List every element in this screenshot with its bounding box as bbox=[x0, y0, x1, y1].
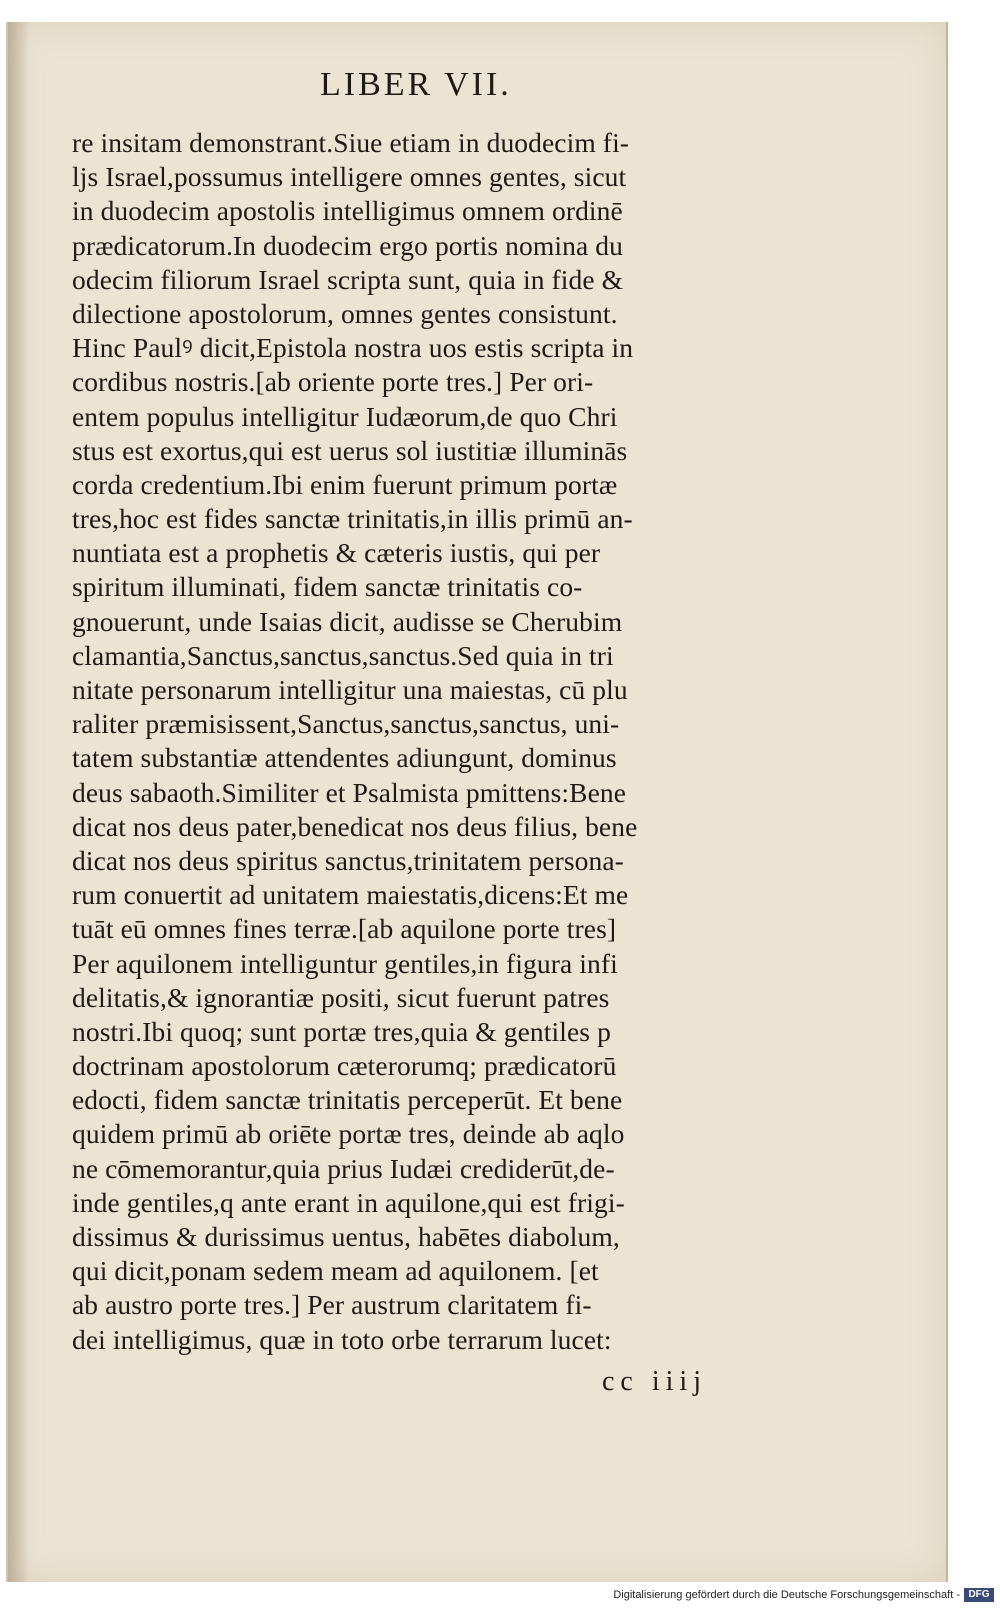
text-line: entem populus intelligitur Iudæorum,de quo Chri bbox=[72, 400, 618, 432]
text-line: delitatis,& ignorantiæ positi, sicut fuerunt patres bbox=[72, 981, 610, 1013]
text-line: prædicatorum.In duodecim ergo portis nomina du bbox=[72, 229, 623, 261]
text-line: edocti, fidem sanctæ trinitatis perceperūt. Et bene bbox=[72, 1084, 623, 1116]
text-line: tatem substantiæ attendentes adiungunt, dominus bbox=[72, 742, 617, 774]
text-line: dilectione apostolorum, omnes gentes consistunt. bbox=[72, 297, 618, 329]
spine-shadow bbox=[8, 22, 30, 1582]
text-line: ljs Israel,possumus intelligere omnes gentes, sicut bbox=[72, 161, 627, 193]
text-line: nuntiata est a prophetis & cæteris iustis, qui per bbox=[72, 537, 601, 569]
text-line: odecim filiorum Israel scripta sunt, quia in fide & bbox=[72, 263, 624, 295]
running-head: LIBER VII. bbox=[320, 66, 512, 103]
body-text bbox=[72, 126, 792, 1357]
funding-credit: Digitalisierung gefördert durch die Deutsche Forschungsgemeinschaft - bbox=[613, 1589, 960, 1601]
text-line: nitate personarum intelligitur una maiestas, cū plu bbox=[72, 674, 628, 705]
text-line: Hinc Paulꝰ dicit,Epistola nostra uos estis scripta in bbox=[72, 332, 634, 364]
text-line: dicat nos deus spiritus sanctus,trinitatem persona- bbox=[72, 844, 624, 876]
text-line: quidem primū ab oriēte portæ tres, deinde ab aqlo bbox=[72, 1118, 625, 1150]
text-line: spiritum illuminati, fidem sanctæ trinitatis co- bbox=[72, 571, 583, 603]
text-line: ne cōmemorantur,quia prius Iudæi crediderūt,de- bbox=[72, 1152, 615, 1184]
text-line: cordibus nostris.[ab oriente porte tres.] Per ori- bbox=[72, 366, 594, 398]
text-line: dicat nos deus pater,benedicat nos deus filius, bene bbox=[72, 810, 638, 842]
text-line: Per aquilonem intelliguntur gentiles,in figura infi bbox=[72, 947, 618, 979]
text-line: stus est exortus,qui est uerus sol iustitiæ illuminās bbox=[72, 434, 628, 466]
text-line: doctrinam apostolorum cæterorumq; prædicatorū bbox=[72, 1050, 617, 1082]
text-line: ab austro porte tres.] Per austrum claritatem fi- bbox=[72, 1289, 592, 1321]
text-line: in duodecim apostolis intelligimus omnem ordinē bbox=[72, 195, 623, 227]
dfg-logo-icon: DFG bbox=[964, 1588, 994, 1602]
signature-mark: cc iiij bbox=[602, 1366, 707, 1397]
text-line: nostri.Ibi quoq; sunt portæ tres,quia & gentiles p bbox=[72, 1015, 611, 1047]
text-line: rum conuertit ad unitatem maiestatis,dicens:Et me bbox=[72, 879, 629, 911]
text-line: re insitam demonstrant.Siue etiam in duodecim fi- bbox=[72, 127, 630, 158]
text-line: dissimus & durissimus uentus, habētes diabolum, bbox=[72, 1221, 620, 1252]
text-line: qui dicit,ponam sedem meam ad aquilonem. [et bbox=[72, 1255, 599, 1287]
text-line: deus sabaoth.Similiter et Psalmista pmittens:Bene bbox=[72, 776, 627, 808]
text-line: clamantia,Sanctus,sanctus,sanctus.Sed quia in tri bbox=[72, 639, 614, 671]
text-line: inde gentiles,q ante erant in aquilone,qui est frigi- bbox=[72, 1186, 625, 1218]
text-line: tuāt eū omnes fines terræ.[ab aquilone porte tres] bbox=[72, 913, 617, 945]
text-line: tres,hoc est fides sanctæ trinitatis,in illis primū an- bbox=[72, 503, 633, 535]
text-line: corda credentium.Ibi enim fuerunt primum portæ bbox=[72, 468, 618, 500]
text-line: gnouerunt, unde Isaias dicit, audisse se Cherubim bbox=[72, 605, 623, 637]
text-line: raliter præmisissent,Sanctus,sanctus,sanctus, uni- bbox=[72, 708, 620, 740]
text-line: dei intelligimus, quæ in toto orbe terrarum lucet: bbox=[72, 1323, 612, 1355]
digitization-footer bbox=[0, 1586, 1000, 1608]
